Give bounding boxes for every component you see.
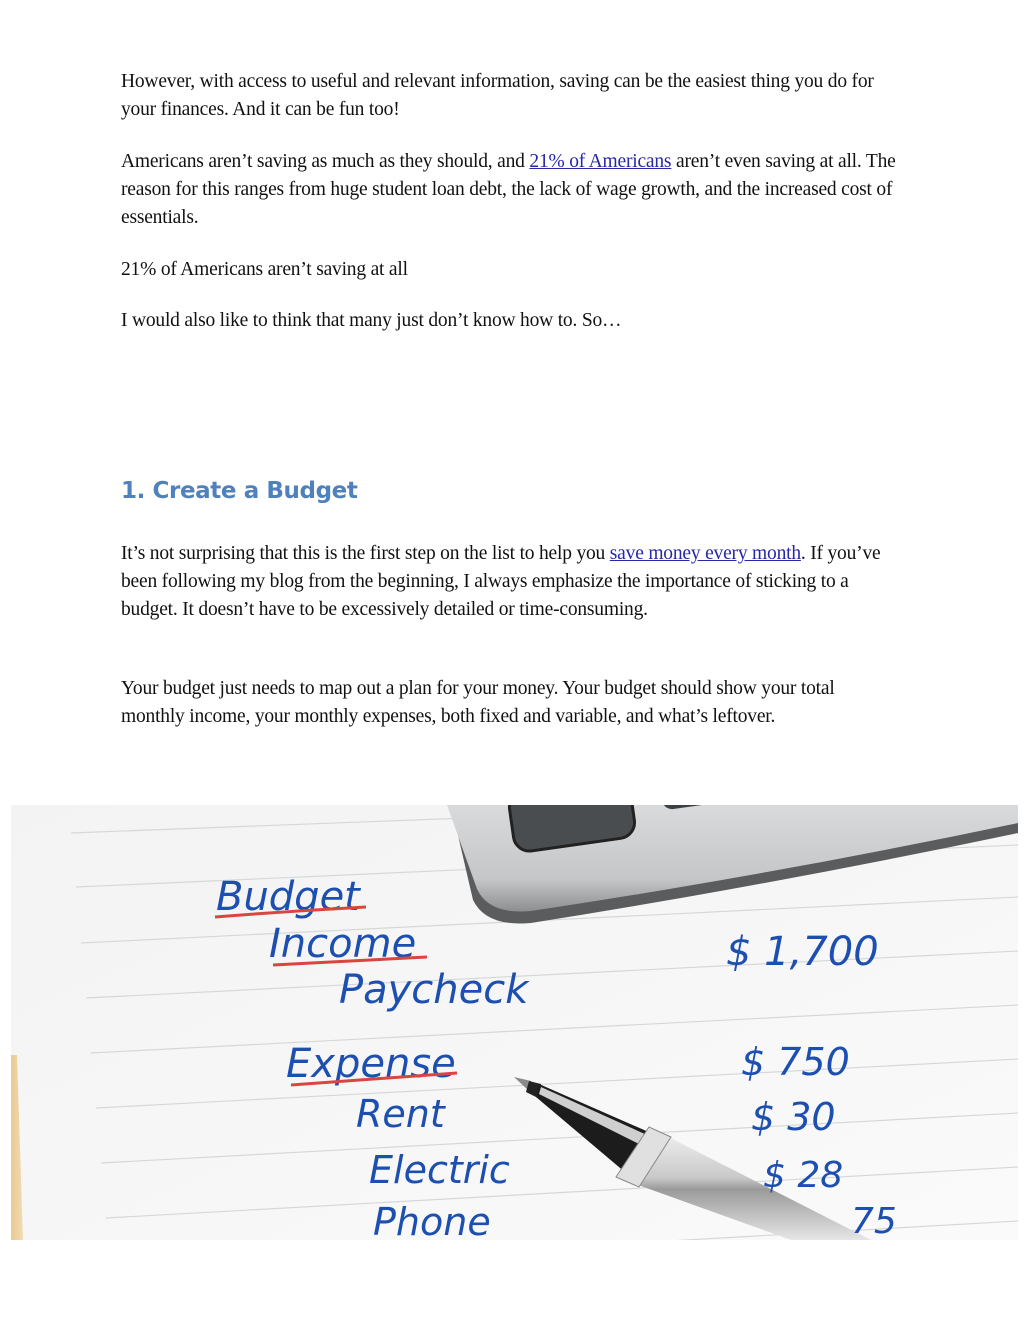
paragraph-text: . If you’ve been following my blog from the beginning, I always emphasize the importance of sticking to a budget. It doesn’t have to be excessively detailed or time-consuming.: [121, 543, 881, 620]
paragraph-text: aren’t even saving at all. The reason for this ranges from huge student loan debt, the lack of wage growth, and the increased cost of essentials.: [121, 151, 896, 228]
paragraph-text: I would also like to think that many just don’t know how to. So…: [121, 310, 622, 331]
paragraph-text: Americans aren’t saving as much as they should, and: [121, 151, 530, 172]
paragraph-first-step: [121, 540, 901, 624]
handwritten-paycheck: Paycheck: [339, 967, 529, 1013]
link-save-money-every-month[interactable]: save money every month: [609, 543, 801, 564]
paragraph-text: Your budget just needs to map out a plan for your money. Your budget should show your total monthly income, your monthly expenses, both fixed and variable, and what’s leftover.: [121, 678, 835, 727]
paragraph-text: 21% of Americans aren’t saving at all: [121, 259, 408, 280]
budget-notepad-photo: [11, 805, 1018, 1240]
handwritten-rent-amount: $ 750: [741, 1040, 850, 1084]
handwritten-phone-amount: $ 28: [763, 1155, 844, 1196]
handwritten-paycheck-amount: $ 1,700: [726, 929, 879, 975]
handwritten-title: Budget: [216, 874, 360, 920]
handwritten-income: Income: [269, 921, 417, 967]
handwritten-phone: Phone: [373, 1200, 491, 1240]
paragraph-statistic: [121, 256, 901, 284]
paragraph-dont-know-how: [121, 307, 901, 335]
paragraph-text: It’s not surprising that this is the first step on the list to help you: [121, 543, 610, 564]
handwritten-partial-amount: 75: [851, 1201, 897, 1240]
handwritten-electric-amount: $ 30: [751, 1095, 836, 1139]
handwritten-expense: Expense: [286, 1041, 456, 1087]
paragraph-text: However, with access to useful and relevant information, saving can be the easiest thing you do for your finances. And it can be fun too!: [121, 71, 874, 120]
paragraph-budget-plan: [121, 675, 901, 731]
handwritten-electric: Electric: [369, 1148, 510, 1192]
handwritten-rent: Rent: [356, 1092, 445, 1136]
paragraph-saving-information: [121, 68, 901, 124]
paragraph-americans-saving: [121, 148, 901, 232]
link-21-percent-americans[interactable]: 21% of Americans: [529, 151, 672, 172]
section-heading-create-budget: 1. Create a Budget: [121, 478, 358, 504]
photo-illustration: [11, 805, 1018, 1240]
